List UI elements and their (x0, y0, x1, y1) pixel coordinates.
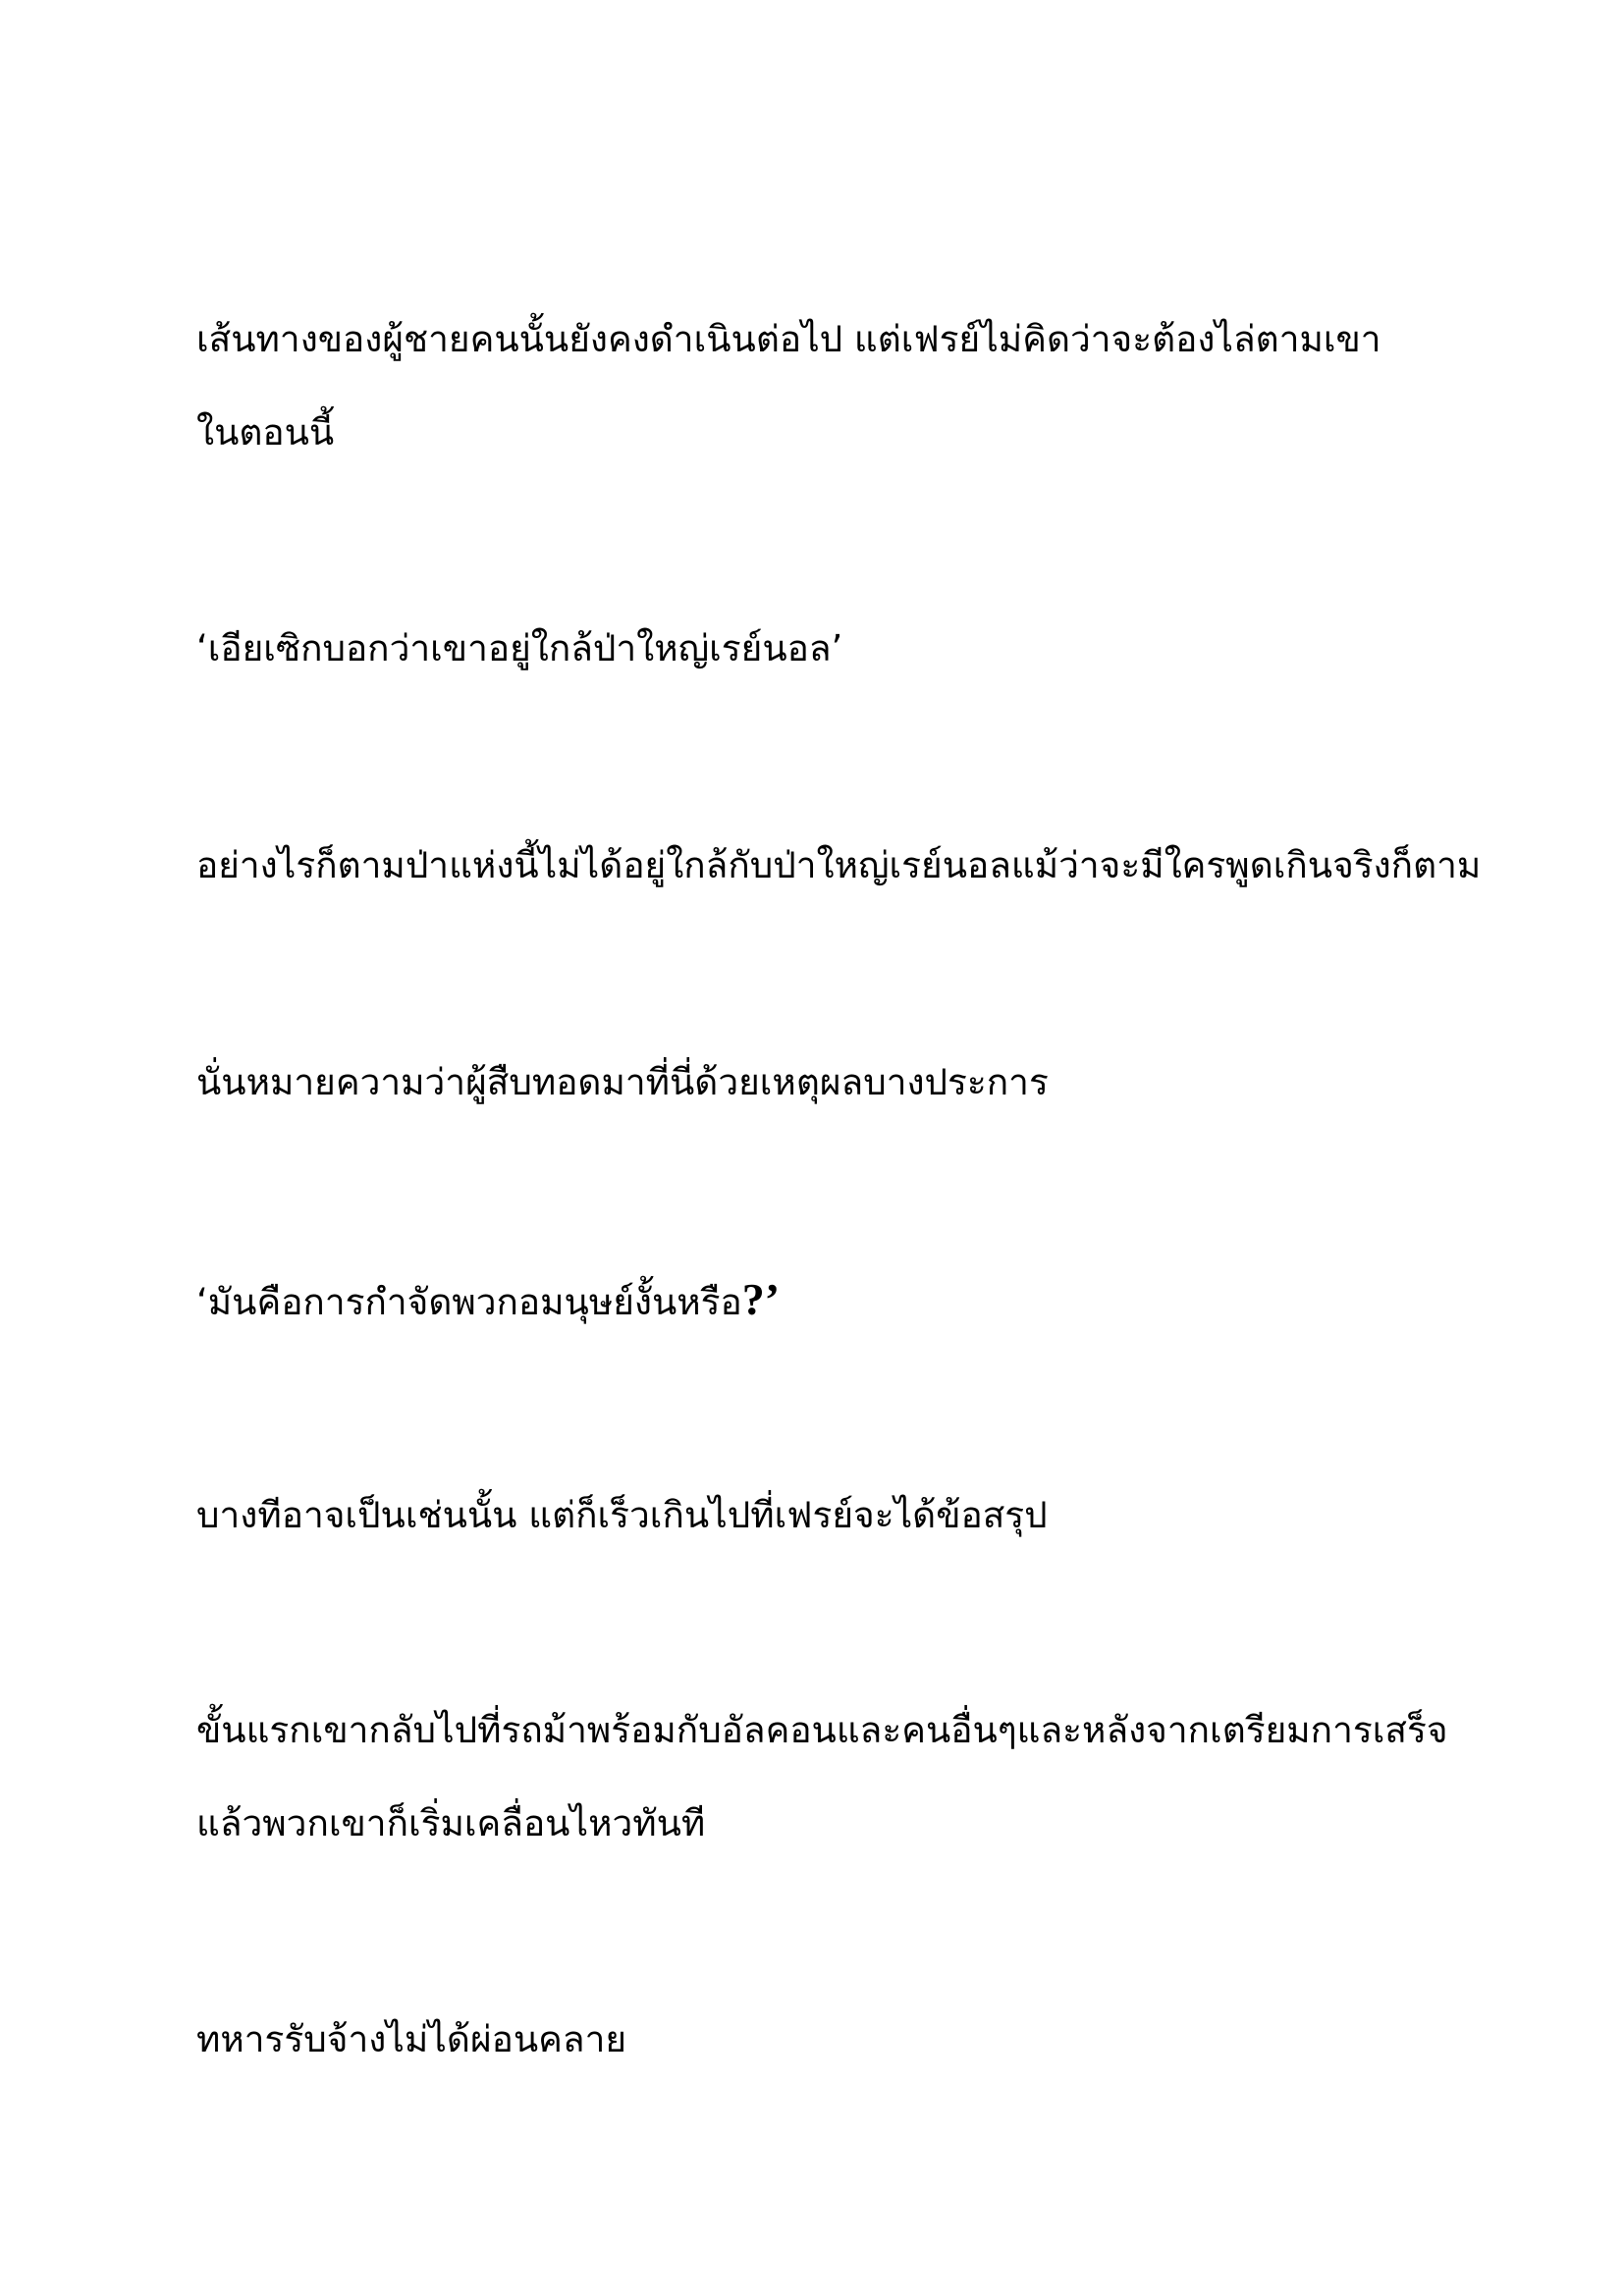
paragraph-5-text: ‘มันคือการกำจัดพวกอมนุษย์งั้นหรือ (196, 1281, 742, 1323)
paragraph-2 (196, 602, 1473, 695)
paragraph-7 (196, 1683, 1473, 1870)
paragraph-5-question-mark: ?’ (741, 1274, 781, 1324)
paragraph-6 (196, 1468, 1473, 1562)
paragraph-2-line-1: ‘เอียเซิกบอกว่าเขาอยู่ใกล้ป่าใหญ่เรย์นอล’ (196, 627, 843, 669)
paragraph-4-line-1: นั่นหมายความว่าผู้สืบทอดมาที่นี่ด้วยเหตุผลบางประการ (196, 1061, 1049, 1103)
paragraph-1 (196, 293, 1473, 479)
paragraph-5 (196, 1253, 1473, 1349)
paragraph-8 (196, 1993, 1473, 2086)
paragraph-1-line-1: เส้นทางของผู้ชายคนนั้นยังคงดำเนินต่อไป แต่เฟรย์ไม่คิดว่าจะต้องไล่ตามเขา (196, 318, 1381, 360)
paragraph-4 (196, 1036, 1473, 1129)
paragraph-7-line-2: แล้วพวกเขาก็เริ่มเคลื่อนไหวทันที (196, 1802, 706, 1844)
paragraph-7-line-1: ขั้นแรกเขากลับไปที่รถม้าพร้อมกับอัลคอนและคนอื่นๆและหลังจากเตรียมการเสร็จ (196, 1709, 1448, 1751)
paragraph-3-line-1: อย่างไรก็ตามป่าแห่งนี้ไม่ได้อยู่ใกล้กับป่าใหญ่เรย์นอลแม้ว่าจะมีใครพูดเกินจริงก็ตาม (196, 844, 1482, 886)
paragraph-8-line-1: ทหารรับจ้างไม่ได้ผ่อนคลาย (196, 2018, 627, 2060)
paragraph-6-line-1: บางทีอาจเป็นเช่นนั้น แต่ก็เร็วเกินไปที่เฟรย์จะได้ข้อสรุป (196, 1494, 1048, 1536)
paragraph-1-line-2: ในตอนนี้ (196, 411, 335, 454)
paragraph-3 (196, 819, 1482, 912)
